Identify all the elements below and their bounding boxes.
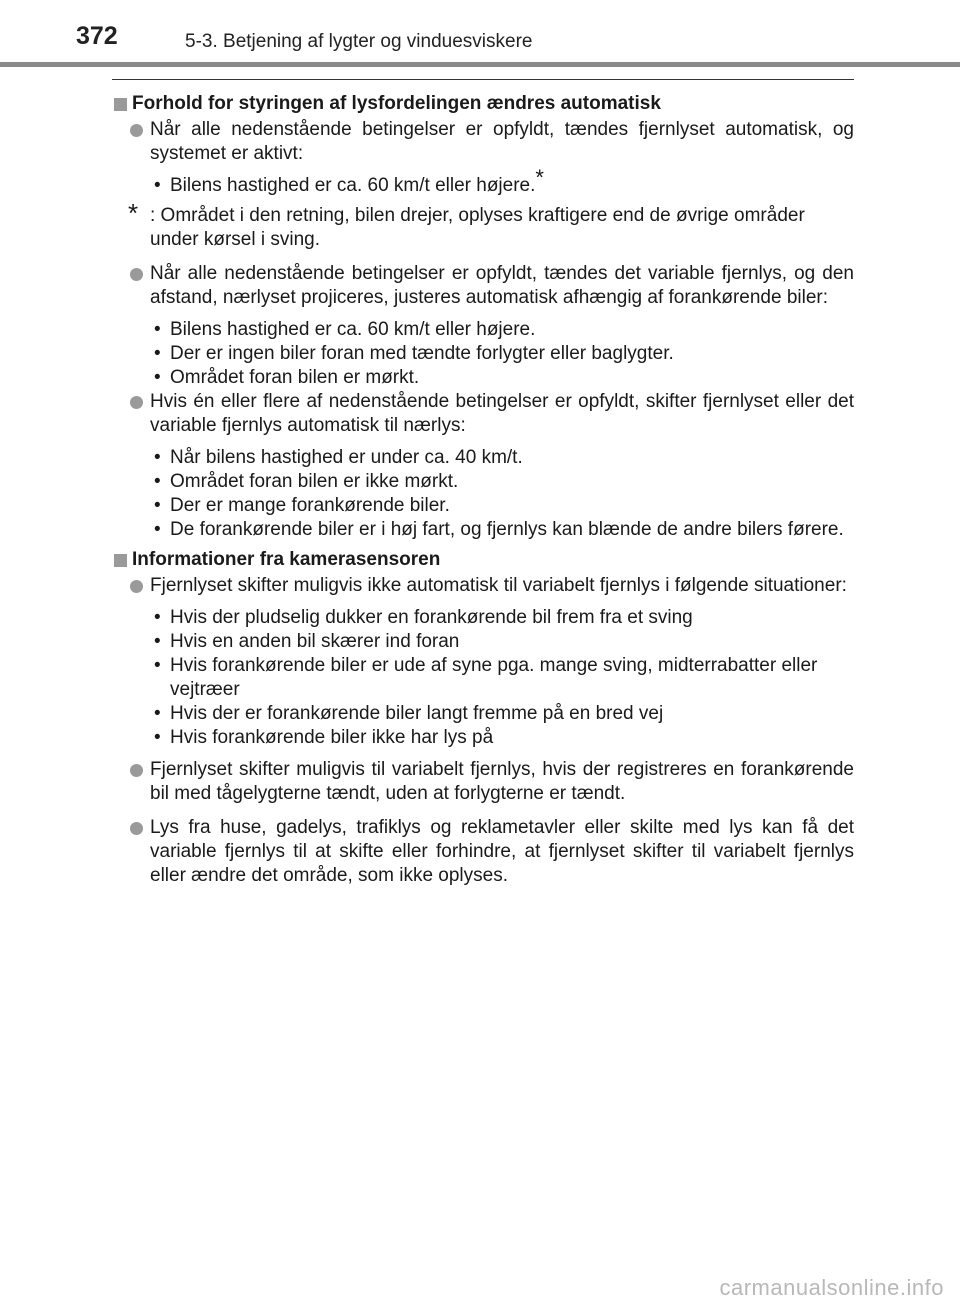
list-item: • Området foran bilen er mørkt. (154, 367, 420, 388)
condition-list (112, 606, 854, 750)
list-item: • Der er mange forankørende biler. (154, 495, 450, 516)
list-item: • De forankørende biler er i høj fart, og fjernlys kan blænde de andre bilers førere. (154, 519, 844, 540)
list-item: • Området foran bilen er ikke mørkt. (154, 471, 459, 492)
list-item: • Hvis en anden bil skærer ind foran (154, 631, 460, 652)
condition-list (112, 318, 854, 390)
condition-list (112, 446, 854, 542)
bullet-paragraph: Når alle nedenstående betingelser er opfyldt, tændes det variable fjernlys, og den afstand, nærlyset projiceres, justeres automatisk afhængig af forankørende biler: (112, 262, 854, 310)
bullet-paragraph: Fjernlyset skifter muligvis til variabelt fjernlys, hvis der registreres en forankørende bil med tågelygterne tændt, uden at forlygterne er tændt. (112, 758, 854, 806)
list-item: • Hvis forankørende biler er ude af syne pga. mange sving, midterrabatter eller vejtræer (154, 655, 818, 700)
list-item: • Hvis der er forankørende biler langt fremme på en bred vej (154, 703, 664, 724)
bullet-paragraph: Fjernlyset skifter muligvis ikke automatisk til variabelt fjernlys i følgende situationer: (112, 574, 854, 598)
list-item: • Bilens hastighed er ca. 60 km/t eller højere.* (154, 165, 544, 196)
footnote-marker: * (535, 165, 544, 190)
page-number: 372 (76, 22, 118, 50)
circle-bullet-icon (130, 764, 143, 777)
list-item: • Hvis forankørende biler ikke har lys på (154, 727, 494, 748)
header-bar (0, 62, 960, 67)
circle-bullet-icon (130, 268, 143, 281)
footnote-star: * (128, 198, 139, 228)
circle-bullet-icon (130, 396, 143, 409)
circle-bullet-icon (130, 822, 143, 835)
section-heading: Forhold for styringen af lysfordelingen ændres automatisk (112, 92, 854, 116)
square-bullet-icon (114, 554, 127, 567)
list-item: • Der er ingen biler foran med tændte forlygter eller baglygter. (154, 343, 674, 364)
square-bullet-icon (114, 98, 127, 111)
footnote: * : Området i den retning, bilen drejer, oplyses kraftigere end de øvrige områder under kørsel i sving. (128, 198, 805, 250)
list-item: • Bilens hastighed er ca. 60 km/t eller højere. (154, 319, 536, 340)
bullet-paragraph: Hvis én eller flere af nedenstående betingelser er opfyldt, skifter fjernlyset eller det variable fjernlys automatisk til nærlys: (112, 390, 854, 438)
circle-bullet-icon (130, 580, 143, 593)
list-item: • Når bilens hastighed er under ca. 40 km/t. (154, 447, 523, 468)
top-rule (112, 79, 854, 80)
condition-list (112, 165, 854, 198)
watermark: carmanualsonline.info (719, 1275, 944, 1300)
bullet-paragraph: Når alle nedenstående betingelser er opfyldt, tændes fjernlyset automatisk, og systemet er aktivt: (112, 118, 854, 166)
list-item: • Hvis der pludselig dukker en forankørende bil frem fra et sving (154, 607, 693, 628)
circle-bullet-icon (130, 124, 143, 137)
section-heading: Informationer fra kamerasensoren (112, 548, 854, 572)
section-title: 5-3. Betjening af lygter og vinduesviskere (185, 31, 533, 52)
content (112, 92, 854, 888)
bullet-paragraph: Lys fra huse, gadelys, trafiklys og reklametavler eller skilte med lys kan få det variable fjernlys til at skifte eller forhindre, at fjernlyset skifter til variabelt fjernlys eller ændre det område, som ikke oplyses. (112, 816, 854, 888)
